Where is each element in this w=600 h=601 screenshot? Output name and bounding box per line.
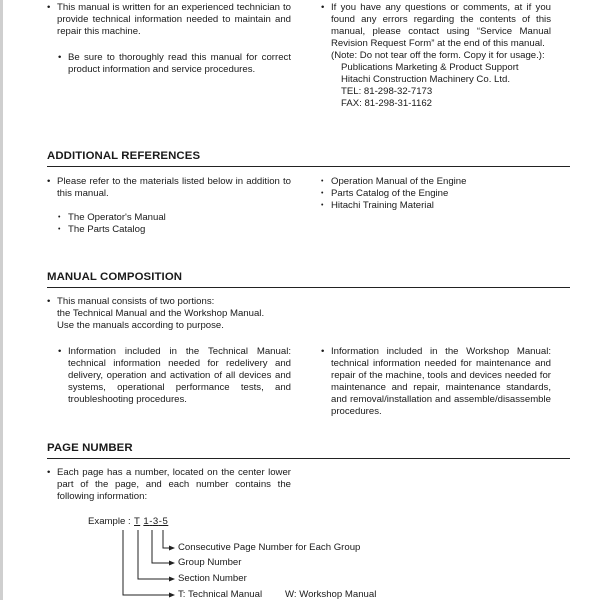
intro-questions-text: If you have any questions or comments, at if you found any errors regarding the contents of this manual, please contact using “Service Manual Revision Request Form” at the end of this manual. xyxy=(331,2,551,49)
code-group: 3 xyxy=(152,516,159,527)
reference-training-material: Hitachi Training Material xyxy=(331,200,434,211)
page-number-bullet xyxy=(47,467,291,503)
references-right-list xyxy=(321,176,551,212)
example-label: Example : xyxy=(88,516,131,527)
composition-bullet xyxy=(47,296,307,332)
arrow-manual xyxy=(169,593,175,598)
intro-bullet-questions xyxy=(321,2,551,50)
list-item: • The Operator's Manual xyxy=(58,212,166,223)
intro-right-column xyxy=(321,2,551,110)
additional-references-heading: ADDITIONAL REFERENCES xyxy=(47,149,570,167)
bullet-dot: • xyxy=(47,2,51,13)
code-dash-1: - xyxy=(149,516,153,527)
bullet-dot: • xyxy=(47,176,51,187)
bullet-dot: • xyxy=(47,467,51,478)
bullet-dot: • xyxy=(58,52,62,63)
legend-technical-manual: T: Technical Manual xyxy=(178,589,263,600)
list-item: • Hitachi Training Material xyxy=(321,200,434,211)
arrow-page xyxy=(169,546,175,551)
bullet-dot: • xyxy=(58,346,62,357)
list-item: • The Parts Catalog xyxy=(58,224,146,235)
legend-page-number: Consecutive Page Number for Each Group xyxy=(178,542,361,553)
list-item: • Parts Catalog of the Engine xyxy=(321,188,449,199)
code-dash-2: - xyxy=(158,516,163,527)
composition-intro xyxy=(47,296,307,332)
arrow-section xyxy=(169,577,175,582)
connector-page xyxy=(163,530,174,548)
manual-composition-heading: MANUAL COMPOSITION xyxy=(47,270,570,288)
contact-block xyxy=(321,62,551,110)
intro-text-2: Be sure to thoroughly read this manual for correct product information and service procedures. xyxy=(68,52,291,75)
workshop-manual-info xyxy=(321,346,551,418)
intro-bullet-read-manual xyxy=(58,52,291,76)
references-bullet xyxy=(47,176,291,200)
intro-note: (Note: Do not tear off the form. Copy it for usage.): xyxy=(331,50,545,61)
code-page: 5 xyxy=(162,516,169,527)
references-left-list xyxy=(58,212,291,236)
page-number-text: Each page has a number, located on the center lower part of the page, and each number contains the following information: xyxy=(57,467,291,502)
composition-line-2: the Technical Manual and the Workshop Manual. xyxy=(57,308,265,319)
intro-text-1: This manual is written for an experienced technician to provide technical information needed to maintain and repair this machine. xyxy=(57,2,291,37)
arrow-group xyxy=(169,561,175,566)
list-item: • Operation Manual of the Engine xyxy=(321,176,467,187)
intro-left-column xyxy=(47,2,291,76)
example-page-code xyxy=(134,516,168,528)
legend-group-number: Group Number xyxy=(178,557,242,568)
page-number-description-column xyxy=(47,467,291,503)
workshop-manual-info-column xyxy=(321,346,551,418)
references-text: Please refer to the materials listed below in addition to this manual. xyxy=(57,176,291,199)
legend-workshop-manual: W: Workshop Manual xyxy=(285,589,377,600)
composition-line-3: Use the manuals according to purpose. xyxy=(57,320,224,331)
contact-dept: Publications Marketing & Product Support xyxy=(341,62,519,73)
contact-fax: FAX: 81-298-31-1162 xyxy=(341,98,433,109)
reference-parts-catalog: The Parts Catalog xyxy=(68,224,146,235)
connector-group xyxy=(152,530,174,563)
reference-engine-parts: Parts Catalog of the Engine xyxy=(331,188,449,199)
reference-engine-operation: Operation Manual of the Engine xyxy=(331,176,467,187)
connector-manual xyxy=(123,530,174,595)
technical-manual-info-column xyxy=(58,346,291,406)
contact-company: Hitachi Construction Machinery Co. Ltd. xyxy=(341,74,511,85)
workshop-manual-text: Information included in the Workshop Manual: technical information needed for maintenance and repair of the machine, tools and devices needed for maintenance and repair, maintenance standards, and removal/installation and assemble/disassemble procedures. xyxy=(331,346,551,417)
contact-tel: TEL: 81-298-32-7173 xyxy=(341,86,433,97)
code-manual-letter: T xyxy=(134,516,141,527)
bullet-dot: • xyxy=(47,296,51,307)
bullet-dot: • xyxy=(321,346,325,357)
page-edge xyxy=(0,0,3,600)
technical-manual-info xyxy=(58,346,291,406)
connector-section xyxy=(138,530,174,579)
references-left-column xyxy=(47,176,291,236)
code-section: 1 xyxy=(143,516,150,527)
legend-section-number: Section Number xyxy=(178,573,247,584)
composition-line-1: This manual consists of two portions: xyxy=(57,296,215,307)
intro-bullet-experienced xyxy=(47,2,291,38)
bullet-dot: • xyxy=(321,2,325,13)
page-number-heading: PAGE NUMBER xyxy=(47,441,570,459)
reference-operators-manual: The Operator's Manual xyxy=(68,212,166,223)
technical-manual-text: Information included in the Technical Manual: technical information needed for redelivery and delivery, operation and activation of all devices and systems, operational performance tests, and troubleshooting procedures. xyxy=(68,346,291,405)
